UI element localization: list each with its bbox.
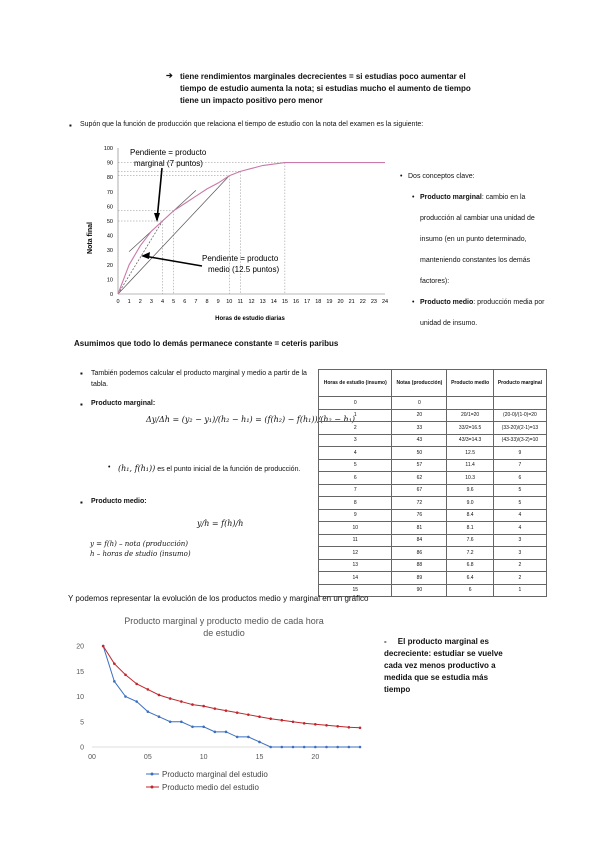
table-cell: 3 bbox=[493, 534, 546, 547]
table-cell: 8.4 bbox=[447, 509, 493, 522]
evolution-text: Y podemos representar la evolución de los productos medio y marginal en un gráfico bbox=[68, 594, 369, 603]
annotation-marginal-line2: marginal (7 puntos) bbox=[134, 159, 203, 168]
table-cell: 9.0 bbox=[447, 497, 493, 510]
table-cell: 2 bbox=[319, 422, 392, 435]
point-marginal bbox=[113, 680, 116, 683]
x-tick-label: 8 bbox=[205, 299, 209, 305]
point-medio bbox=[336, 725, 339, 728]
intro-line: tiene rendimientos marginales decrecientes = si estudias poco aumentar el bbox=[180, 72, 466, 81]
point-medio bbox=[158, 694, 161, 697]
x-tick-label: 11 bbox=[237, 299, 244, 305]
table-cell: 6 bbox=[447, 584, 493, 597]
point-marginal bbox=[124, 695, 127, 698]
y-tick-label: 20 bbox=[106, 262, 113, 269]
arrow-medio-head bbox=[141, 252, 150, 259]
legend-medio: Producto medio del estudio bbox=[162, 783, 259, 792]
production-function-chart bbox=[84, 138, 403, 326]
y-tick-label: 15 bbox=[76, 668, 84, 676]
point-medio bbox=[348, 726, 351, 729]
bullet-icon: ▪ bbox=[80, 400, 83, 409]
table-cell: 7 bbox=[319, 484, 392, 497]
y-tick-label: 20 bbox=[76, 643, 84, 651]
legend-marginal: Producto marginal del estudio bbox=[162, 770, 268, 779]
table-row bbox=[319, 422, 547, 435]
x-tick-label: 9 bbox=[216, 299, 220, 305]
table-cell: 0 bbox=[319, 397, 392, 410]
x-tick-label: 6 bbox=[183, 299, 187, 305]
table-row bbox=[319, 472, 547, 485]
table-cell: 7 bbox=[493, 459, 546, 472]
suppose-text: ▪ Supón que la función de producción que relaciona el tiempo de estudio con la nota del examen es la siguiente: bbox=[80, 121, 423, 128]
table-cell: 11 bbox=[319, 534, 392, 547]
x-tick-label: 14 bbox=[270, 299, 277, 305]
point-marginal bbox=[269, 746, 272, 749]
point-medio bbox=[135, 683, 138, 686]
table-cell bbox=[447, 397, 493, 410]
y-tick-label: 40 bbox=[106, 233, 113, 240]
conclusion: - El producto marginal es decreciente: estudiar se vuelve cada vez menos productivo a medida que se estudia más tiempo bbox=[384, 637, 503, 694]
annotation-marginal-line1: Pendiente = producto bbox=[130, 148, 207, 157]
point-marginal bbox=[169, 720, 172, 723]
table-cell: 67 bbox=[392, 484, 447, 497]
table-cell: 50 bbox=[392, 447, 447, 460]
point-marginal bbox=[236, 736, 239, 739]
table-row bbox=[319, 509, 547, 522]
x-tick-label: 13 bbox=[259, 299, 266, 305]
table-cell: 76 bbox=[392, 509, 447, 522]
x-tick-label: 16 bbox=[292, 299, 300, 305]
point-marginal bbox=[359, 746, 362, 749]
y-tick-label: 50 bbox=[106, 219, 113, 225]
x-tick-label: 17 bbox=[304, 299, 311, 305]
table-cell: 5 bbox=[319, 459, 392, 472]
table-row bbox=[319, 497, 547, 510]
x-tick-label: 24 bbox=[381, 299, 389, 305]
table-cell: 7.6 bbox=[447, 534, 493, 547]
table-cell: 2 bbox=[493, 559, 546, 572]
table-cell: 6.8 bbox=[447, 559, 493, 572]
chart1-ylabel: Nota final bbox=[87, 222, 94, 254]
chart2-title-line1: Producto marginal y producto medio de cada hora bbox=[124, 616, 324, 626]
x-tick-label: 18 bbox=[315, 299, 322, 305]
table-row bbox=[319, 522, 547, 535]
table-row bbox=[319, 572, 547, 585]
table-row bbox=[319, 484, 547, 497]
table-cell: 10.3 bbox=[447, 472, 493, 485]
calc-item3: ▪ Producto medio: bbox=[80, 498, 147, 507]
arrow-medio bbox=[144, 256, 202, 266]
annotation-medio-line1: Pendiente = producto bbox=[202, 254, 279, 263]
annotation-medio-line2: medio (12.5 puntos) bbox=[208, 265, 280, 274]
point-medio bbox=[180, 700, 183, 703]
point-medio bbox=[281, 719, 284, 722]
intro-line: tiempo de estudio aumenta la nota; si estudias mucho el aumento de tiempo bbox=[180, 84, 471, 93]
intro-arrow: ➔ bbox=[166, 71, 173, 80]
table-cell: 11.4 bbox=[447, 459, 493, 472]
table-cell: 43 bbox=[392, 434, 447, 447]
table-cell: 33/2=16.5 bbox=[447, 422, 493, 435]
point-marginal bbox=[225, 731, 228, 734]
x-tick-label: 10 bbox=[199, 754, 208, 761]
y-tick-label: 10 bbox=[106, 277, 113, 284]
table-cell: 9 bbox=[319, 509, 392, 522]
table-cell: 72 bbox=[392, 497, 447, 510]
point-marginal bbox=[247, 736, 250, 739]
concepts-heading: • Dos conceptos clave: bbox=[408, 166, 578, 187]
concept-medio-label: Producto medio bbox=[420, 299, 474, 306]
point-medio bbox=[325, 724, 328, 727]
concept-medio: • Producto medio: producción media por unidad de insumo. bbox=[420, 292, 578, 334]
concept-marginal-label: Producto marginal bbox=[420, 194, 482, 201]
chart2-lines bbox=[102, 645, 361, 749]
table-row bbox=[319, 534, 547, 547]
x-tick-label: 1 bbox=[127, 299, 131, 305]
point-medio bbox=[202, 705, 205, 708]
table-header-cell: Notas (producción) bbox=[392, 370, 447, 397]
table-cell: 4 bbox=[493, 522, 546, 535]
series-line-marginal bbox=[103, 646, 360, 747]
bullet-icon: • bbox=[400, 173, 403, 180]
point-medio bbox=[292, 720, 295, 723]
point-marginal bbox=[191, 726, 194, 729]
x-tick-label: 22 bbox=[359, 299, 366, 305]
table-cell: 8.1 bbox=[447, 522, 493, 535]
x-tick-label: 12 bbox=[248, 299, 255, 305]
table-header-cell: Producto marginal bbox=[493, 370, 546, 397]
point-medio bbox=[303, 722, 306, 725]
table-row bbox=[319, 547, 547, 560]
calc-item2: ▪ Producto marginal: bbox=[80, 400, 156, 409]
table-cell: 88 bbox=[392, 559, 447, 572]
table-cell bbox=[493, 397, 546, 410]
table-cell: (33-20)/(2-1)=13 bbox=[493, 422, 546, 435]
table-cell: 4 bbox=[319, 447, 392, 460]
table-cell: 4 bbox=[493, 509, 546, 522]
def-h: h – horas de studio (insumo) bbox=[90, 550, 191, 558]
point-medio bbox=[147, 688, 150, 691]
intro-text bbox=[180, 71, 560, 107]
table-cell: 57 bbox=[392, 459, 447, 472]
table-cell: 13 bbox=[319, 559, 392, 572]
table-cell: 43/3=14.3 bbox=[447, 434, 493, 447]
y-tick-label: 0 bbox=[80, 744, 84, 752]
x-tick-label: 3 bbox=[149, 299, 153, 305]
table-row bbox=[319, 447, 547, 460]
x-tick-label: 21 bbox=[348, 299, 355, 305]
point-medio bbox=[359, 727, 362, 730]
point-marginal bbox=[325, 746, 328, 749]
x-tick-label: 5 bbox=[172, 299, 176, 305]
point-medio bbox=[236, 711, 239, 714]
production-curve bbox=[118, 163, 385, 294]
table-cell: 90 bbox=[392, 584, 447, 597]
table-header-row bbox=[319, 370, 547, 397]
table-cell: 6 bbox=[493, 472, 546, 485]
table-cell: 20/1=20 bbox=[447, 409, 493, 422]
point-marginal bbox=[202, 726, 205, 729]
x-tick-label: 15 bbox=[281, 299, 288, 305]
ray-medio bbox=[118, 176, 229, 294]
legend-marginal-marker bbox=[151, 773, 154, 776]
table-cell: 84 bbox=[392, 534, 447, 547]
table-cell: 5 bbox=[493, 484, 546, 497]
table-row bbox=[319, 409, 547, 422]
x-tick-label: 7 bbox=[194, 299, 198, 305]
point-medio bbox=[258, 715, 261, 718]
table-cell: 1 bbox=[493, 584, 546, 597]
point-medio bbox=[314, 723, 317, 726]
concepts bbox=[400, 166, 578, 334]
x-tick-label: 19 bbox=[326, 299, 333, 305]
x-tick-label: 15 bbox=[255, 754, 264, 761]
table-cell: (20-0)/(1-0)=20 bbox=[493, 409, 546, 422]
legend bbox=[146, 770, 268, 792]
table-row bbox=[319, 434, 547, 447]
x-tick-label: 05 bbox=[143, 754, 152, 761]
ceteris-heading: Asumimos que todo lo demás permanece constante = ceteris paribus bbox=[74, 339, 339, 348]
y-tick-label: 5 bbox=[80, 719, 84, 727]
point-marginal bbox=[281, 746, 284, 749]
calc-defs bbox=[90, 539, 191, 559]
point-marginal bbox=[336, 746, 339, 749]
y-tick-label: 60 bbox=[106, 204, 113, 211]
table-header-cell: Horas de estudio (insumo) bbox=[319, 370, 392, 397]
table-cell: 3 bbox=[493, 547, 546, 560]
x-tick-label: 20 bbox=[337, 299, 344, 305]
bullet-icon: ▪ bbox=[80, 498, 83, 507]
table-cell: 5 bbox=[493, 497, 546, 510]
x-tick-label: 00 bbox=[88, 754, 96, 761]
table-body bbox=[319, 397, 547, 597]
def-y: y = f(h) – nota (producción) bbox=[90, 540, 189, 548]
point-marginal bbox=[135, 700, 138, 703]
table-cell: 62 bbox=[392, 472, 447, 485]
legend-medio-marker bbox=[151, 786, 154, 789]
bullet-icon: • bbox=[108, 464, 111, 471]
y-tick-label: 30 bbox=[106, 248, 113, 255]
point-marginal bbox=[147, 710, 150, 713]
table-cell: 89 bbox=[392, 572, 447, 585]
table-cell: 2 bbox=[493, 572, 546, 585]
point-medio bbox=[124, 673, 127, 676]
table-cell: 81 bbox=[392, 522, 447, 535]
point-marginal bbox=[180, 720, 183, 723]
table-row bbox=[319, 459, 547, 472]
bullet-icon: • bbox=[412, 299, 415, 306]
production-table bbox=[318, 369, 547, 597]
point-marginal bbox=[214, 731, 217, 734]
marginal-medio-chart bbox=[64, 610, 374, 800]
bullet-icon: ▪ bbox=[80, 369, 83, 378]
table-cell: 14 bbox=[319, 572, 392, 585]
table-cell: 9 bbox=[493, 447, 546, 460]
table-cell: 1 bbox=[319, 409, 392, 422]
table-cell: 33 bbox=[392, 422, 447, 435]
table-row bbox=[319, 559, 547, 572]
point-medio bbox=[214, 707, 217, 710]
x-tick-label: 2 bbox=[138, 299, 142, 305]
x-tick-label: 20 bbox=[311, 754, 320, 761]
point-marginal bbox=[314, 746, 317, 749]
table-cell: 12 bbox=[319, 547, 392, 560]
series-line-medio bbox=[103, 646, 360, 728]
table-cell: 6.4 bbox=[447, 572, 493, 585]
point-marginal bbox=[303, 746, 306, 749]
table-cell: 6 bbox=[319, 472, 392, 485]
point-marginal bbox=[258, 741, 261, 744]
point-medio bbox=[191, 703, 194, 706]
y-tick-label: 90 bbox=[106, 160, 113, 167]
table-header-cell: Producto medio bbox=[447, 370, 493, 397]
table-cell: 8 bbox=[319, 497, 392, 510]
y-tick-label: 0 bbox=[109, 292, 113, 298]
table-cell: 20 bbox=[392, 409, 447, 422]
table-cell: 10 bbox=[319, 522, 392, 535]
formula-marginal: Δy/Δh = (y₂ − y₁)/(h₂ − h₁) = (f(h₂) − f(h₁))/(h₂ − h₁) bbox=[146, 415, 356, 424]
table-cell: 0 bbox=[392, 397, 447, 410]
calc-point: • (h₁, f(h₁)) es el punto inicial de la función de producción. bbox=[108, 464, 301, 473]
y-tick-label: 10 bbox=[76, 694, 84, 701]
point-medio bbox=[102, 645, 105, 648]
table-cell: 9.6 bbox=[447, 484, 493, 497]
point-medio bbox=[169, 697, 172, 700]
concept-marginal: • Producto marginal: cambio en la producción al cambiar una unidad de insumo (en un punto determinado, manteniendo constantes los demás factores): bbox=[420, 187, 578, 292]
x-tick-label: 4 bbox=[160, 299, 165, 305]
bullet-icon: • bbox=[412, 194, 415, 201]
table-cell: 12.5 bbox=[447, 447, 493, 460]
formula-medio: y/h = f(h)/h bbox=[197, 519, 244, 528]
point-marginal bbox=[158, 715, 161, 718]
x-tick-label: 10 bbox=[226, 299, 233, 305]
point-marginal bbox=[348, 746, 351, 749]
table-cell: 15 bbox=[319, 584, 392, 597]
table-cell: (43-33)/(3-2)=10 bbox=[493, 434, 546, 447]
y-tick-label: 70 bbox=[106, 189, 113, 196]
point-medio bbox=[113, 662, 116, 665]
y-tick-label: 80 bbox=[106, 175, 113, 182]
point-medio bbox=[247, 713, 250, 716]
point-medio bbox=[269, 717, 272, 720]
chart2-title-line2: de estudio bbox=[203, 628, 245, 638]
y-tick-label: 100 bbox=[103, 146, 113, 152]
point-medio bbox=[225, 709, 228, 712]
calc-item1: ▪ También podemos calcular el producto marginal y medio a partir de la tabla. bbox=[80, 369, 307, 388]
x-tick-label: 0 bbox=[116, 299, 120, 305]
table-row bbox=[319, 397, 547, 410]
chart1-xlabel: Horas de estudio diarias bbox=[215, 316, 285, 322]
x-tick-label: 23 bbox=[370, 299, 377, 305]
point-marginal bbox=[292, 746, 295, 749]
chart1-lines bbox=[118, 163, 385, 294]
intro-line: tiene un impacto positivo pero menor bbox=[180, 96, 323, 105]
table-cell: 86 bbox=[392, 547, 447, 560]
arrow-marginal-head bbox=[154, 213, 160, 222]
table-cell: 3 bbox=[319, 434, 392, 447]
table-cell: 7.2 bbox=[447, 547, 493, 560]
